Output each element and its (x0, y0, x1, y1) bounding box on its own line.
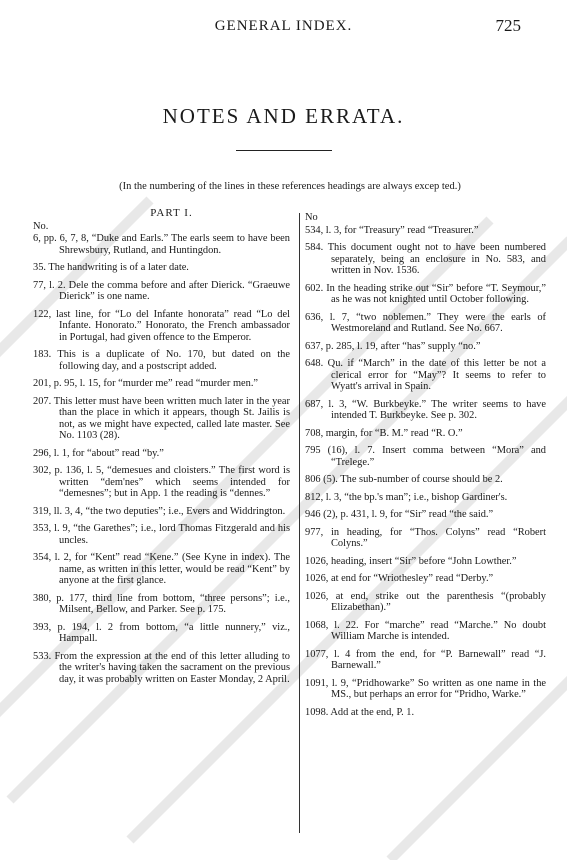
entry: 1091, l. 9, “Pridhowarke” So written as one name in the MS., but perhaps an error for “Pridho, Warke.” (305, 677, 546, 700)
column-divider (299, 213, 300, 833)
entry: 354, l. 2, for “Kent” read “Kene.” (See Kyne in index). The name, as written in this letter, would be read “Kent” by anyone at the first glance. (33, 552, 290, 586)
entry: 708, margin, for “B. M.” read “R. O.” (305, 427, 463, 439)
entry: 380, p. 177, third line from bottom, “three persons”; i.e., Milsent, Bellow, and Parker. See p. 175. (33, 592, 290, 615)
entry: 584. This document ought not to have been numbered separately, being an enclosure in No. 583, and written in Nov. 1536. (305, 242, 546, 276)
entry: 636, l. 7, “two noblemen.” They were the earls of Westmoreland and Rutland. See No. 667. (305, 311, 546, 334)
entry: 296, l. 1, for “about” read “by.” (33, 447, 164, 459)
entry: 1026, at end, strike out the parenthesis “(probably Elizabethan).” (305, 590, 546, 613)
right-entries (305, 225, 546, 719)
entry: 1068, l. 22. For “marche” read “Marche.” No doubt William Marche is intended. (305, 619, 546, 642)
entry: 183. This is a duplicate of No. 170, but dated on the following day, and a postscript added. (33, 349, 290, 372)
title-rule (236, 150, 332, 151)
entry: 302, p. 136, l. 5, “demesues and cloisters.” The first word is written “dem'nes” which seems intended for “demesnes”; but in App. 1 the reading is “dennes.” (33, 465, 290, 499)
running-head (0, 16, 567, 36)
left-column (33, 208, 290, 691)
entry: 201, p. 95, l. 15, for “murder me” read “murder men.” (33, 378, 259, 389)
entry: 602. In the heading strike out “Sir” before “T. Seymour,” as he was not knighted until October following. (305, 282, 546, 305)
running-title: GENERAL INDEX. (214, 18, 353, 34)
entry: 207. This letter must have been written much later in the year than the place in which it appears, though St. Jailis is not, as we might have expected, called late master. See No. 1103 (28). (33, 395, 290, 441)
entry: 393, p. 194, l. 2 from bottom, “a little nunnery,” viz., Hampall. (33, 621, 290, 644)
entry: 353, l. 9, “the Garethes”; i.e., lord Thomas Fitzgerald and his uncles. (33, 523, 290, 546)
page-number: 725 (495, 16, 521, 35)
entry: 1098. Add at the end, P. 1. (305, 706, 415, 718)
entry: 6, pp. 6, 7, 8, “Duke and Earls.” The earls seem to have been Shrewsbury, Rutland, and Huntingdon. (33, 233, 290, 256)
no-label: No (305, 212, 318, 223)
entry: 687, l. 3, “W. Burkbeyke.” The writer seems to have intended T. Burkbeyke. See p. 302. (305, 398, 546, 421)
entry: 533. From the expression at the end of this letter alluding to the writer's having taken the sacrament on the previous day, it was probably written on Easter Monday, 2 April. (33, 650, 290, 685)
page-title: NOTES AND ERRATA. (162, 104, 405, 128)
entry: 319, ll. 3, 4, “the two deputies”; i.e., Evers and Widdrington. (33, 505, 286, 517)
entry: 534, l. 3, for “Treasury” read “Treasurer.” (305, 224, 479, 236)
numbering-note: (In the numbering of the lines in these references headings are always excep ted.) (119, 181, 461, 192)
left-entries (33, 233, 290, 685)
entry: 806 (5). The sub-number of course should be 2. (305, 474, 503, 485)
entry: 795 (16), l. 7. Insert comma between “Mora” and “Trelege.” (305, 445, 546, 468)
entry: 1026, at end for “Wriothesley” read “Derby.” (305, 573, 494, 584)
entry: 812, l. 3, “the bp.'s man”; i.e., bishop Gardiner's. (305, 491, 508, 503)
entry: 35. The handwriting is of a later date. (33, 262, 189, 273)
entry: 1026, heading, insert “Sir” before “John Lowther.” (305, 555, 517, 567)
right-column (305, 212, 546, 724)
no-label: No. (33, 220, 49, 232)
entry: 122, last line, for “Lo del Infante honorata” read “Lo del Infante. Honorato.” Honorato, the French ambassador in Portugal, had given offence to the Emperor. (33, 308, 290, 343)
entry: 637, p. 285, l. 19, after “has” supply “no.” (305, 340, 481, 352)
entry: 977, in heading, for “Thos. Colyns” read “Robert Colyns.” (305, 526, 546, 549)
entry: 77, l. 2. Dele the comma before and after Dierick. “Graeuwe Dierick” is one name. (33, 279, 290, 302)
part-heading: PART I. (150, 207, 193, 219)
entry: 648. Qu. if “March” in the date of this letter be not a clerical error for “May”? It seems to refer to Wyatt's arrival in Spain. (305, 358, 546, 392)
entry: 946 (2), p. 431, l. 9, for “Sir” read “the said.” (305, 509, 494, 520)
entry: 1077, l. 4 from the end, for “P. Barnewall” read “J. Barnewall.” (305, 648, 546, 671)
